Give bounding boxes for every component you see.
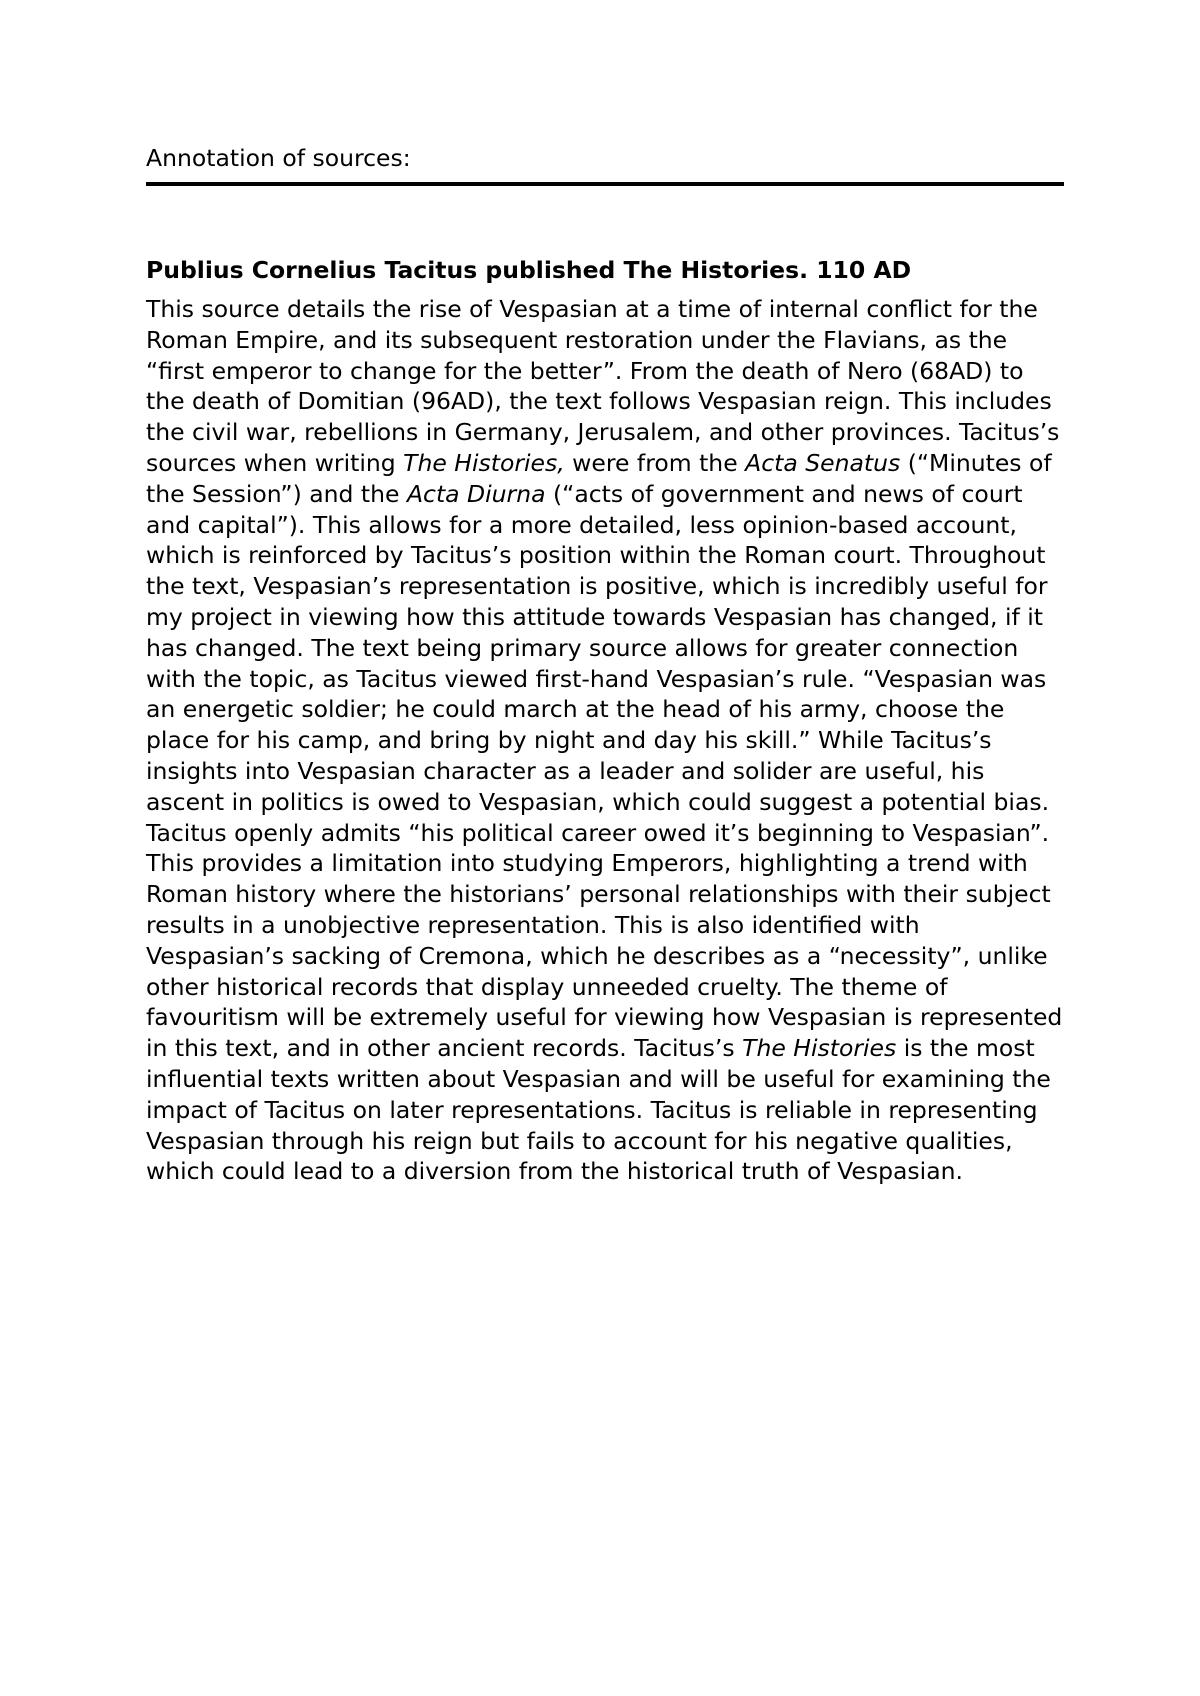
source-title: Publius Cornelius Tacitus published The Histories. 110 AD <box>146 256 912 284</box>
paragraph-text: were from the <box>564 448 746 477</box>
paragraph-text: is the most influential texts written about Vespasian and will be useful for examining the impact of Tacitus on later representations. Tacitus is reliable in representing Vespasian through his reign but fails to account for his negative qualities, which could lead to a diversion from the historical truth of Vespasian. <box>146 1034 1051 1186</box>
italic-title: The Histories, <box>403 448 565 477</box>
paragraph-text: (“acts of government and news of court and capital”). This allows for a more detailed, less opinion-based account, which is reinforced by Tacitus’s position within the Roman court. Throughout the text, Vespasian’s representation is positive, which is incredibly useful for my project in viewing how this attitude towards Vespasian has changed, if it has changed. The text being primary source allows for greater connection with the topic, as Tacitus viewed first-hand Vespasian’s rule. “Vespasian was an energetic soldier; he could march at the head of his army, choose the place for his camp, and bring by night and day his skill.” While Tacitus’s insights into Vespasian character as a leader and solider are useful, his ascent in politics is owed to Vespasian, which could suggest a potential bias. Tacitus openly admits “his political career owed it’s beginning to Vespasian”. This provides a limitation into studying Emperors, highlighting a trend with Roman history where the historians’ personal relationships with their subject results in a unobjective representation. This is also identified with Vespasian’s sacking of Cremona, which he describes as a “necessity”, unlike other historical records that display unneeded cruelty. The theme of favouritism will be extremely useful for viewing how Vespasian is represented in this text, and in other ancient records. Tacitus’s <box>146 479 1063 1063</box>
annotation-paragraph <box>146 294 1064 1187</box>
italic-title: Acta Diurna <box>406 479 546 508</box>
paragraph-text: (“Minutes of the Session”) and the <box>146 448 1052 508</box>
italic-title: The Histories <box>742 1034 897 1063</box>
italic-title: Acta Senatus <box>745 448 901 477</box>
paragraph-text: This source details the rise of Vespasian at a time of internal conflict for the Roman Empire, and its subsequent restoration under the Flavians, as the “first emperor to change for the better”. From the death of Nero (68AD) to the death of Domitian (96AD), the text follows Vespasian reign. This includes the civil war, rebellions in Germany, Jerusalem, and other provinces. Tacitus’s sources when writing <box>146 295 1060 477</box>
document-heading: Annotation of sources: <box>146 140 1064 186</box>
document-page <box>146 140 1064 1211</box>
